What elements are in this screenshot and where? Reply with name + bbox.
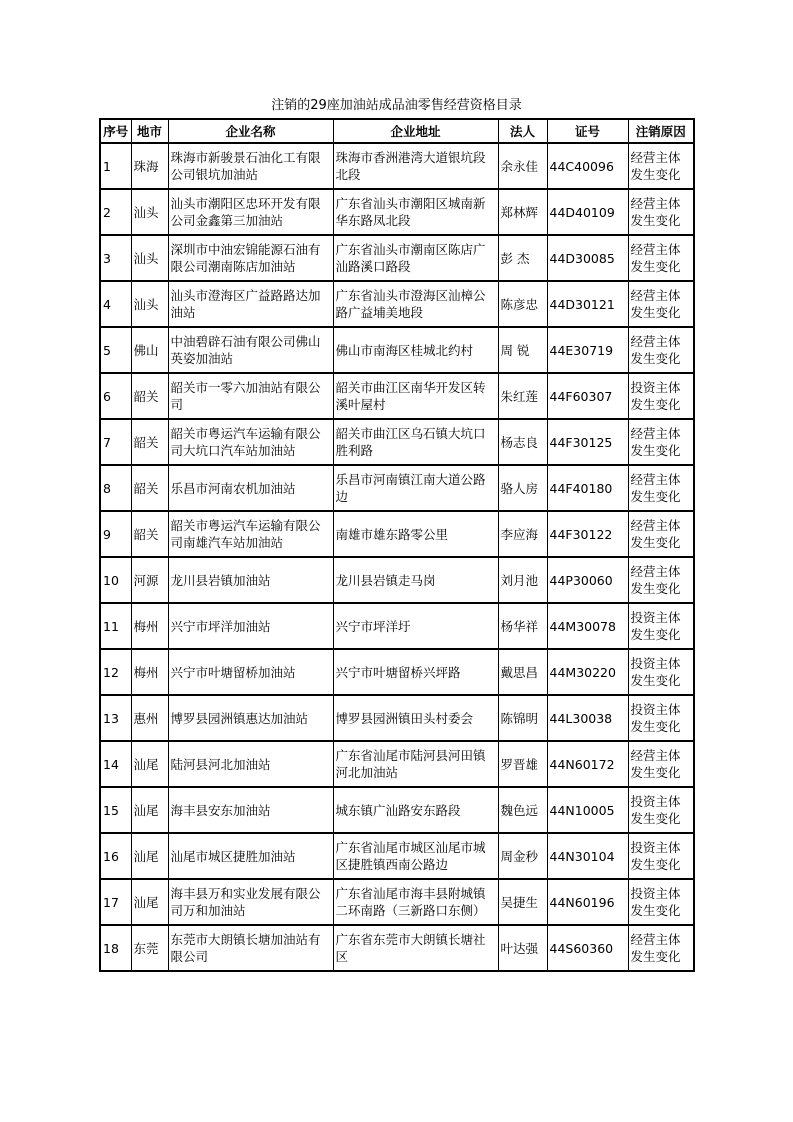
company-address-cell: 乐昌市河南镇江南大道公路边 xyxy=(333,465,498,511)
row-number: 11 xyxy=(100,603,131,649)
license-number-cell: 44M30220 xyxy=(547,649,628,695)
license-number-cell: 44M30078 xyxy=(547,603,628,649)
row-number: 16 xyxy=(100,833,131,879)
row-number: 18 xyxy=(100,925,131,971)
legal-rep-cell: 骆人房 xyxy=(498,465,547,511)
city-cell: 河源 xyxy=(131,557,168,603)
city-cell: 东莞 xyxy=(131,925,168,971)
company-name-cell: 韶关市粤运汽车运输有限公司南雄汽车站加油站 xyxy=(168,511,333,557)
license-number-cell: 44N60172 xyxy=(547,741,628,787)
company-address-cell: 广东省东莞市大朗镇长塘社区 xyxy=(333,925,498,971)
license-number-cell: 44F30125 xyxy=(547,419,628,465)
table-row xyxy=(100,833,694,879)
header-name: 企业名称 xyxy=(168,119,333,143)
cancel-reason-cell: 投资主体发生变化 xyxy=(628,833,694,879)
legal-rep-cell: 叶达强 xyxy=(498,925,547,971)
license-number-cell: 44S60360 xyxy=(547,925,628,971)
table-row xyxy=(100,235,694,281)
table-row xyxy=(100,925,694,971)
row-number: 13 xyxy=(100,695,131,741)
company-address-cell: 龙川县岩镇走马岗 xyxy=(333,557,498,603)
license-number-cell: 44D30121 xyxy=(547,281,628,327)
company-name-cell: 汕头市澄海区广益路路达加油站 xyxy=(168,281,333,327)
row-number: 10 xyxy=(100,557,131,603)
legal-rep-cell: 余永佳 xyxy=(498,143,547,189)
header-address: 企业地址 xyxy=(333,119,498,143)
company-name-cell: 博罗县园洲镇惠达加油站 xyxy=(168,695,333,741)
table-row xyxy=(100,373,694,419)
company-name-cell: 陆河县河北加油站 xyxy=(168,741,333,787)
company-address-cell: 广东省汕头市澄海区汕樟公路广益埔美地段 xyxy=(333,281,498,327)
cancel-reason-cell: 投资主体发生变化 xyxy=(628,603,694,649)
company-name-cell: 龙川县岩镇加油站 xyxy=(168,557,333,603)
city-cell: 韶关 xyxy=(131,511,168,557)
license-number-cell: 44P30060 xyxy=(547,557,628,603)
license-number-cell: 44F40180 xyxy=(547,465,628,511)
cancel-reason-cell: 经营主体发生变化 xyxy=(628,465,694,511)
city-cell: 韶关 xyxy=(131,373,168,419)
table-row xyxy=(100,741,694,787)
header-reason: 注销原因 xyxy=(628,119,694,143)
company-address-cell: 广东省汕头市潮南区陈店广汕路溪口路段 xyxy=(333,235,498,281)
row-number: 8 xyxy=(100,465,131,511)
city-cell: 汕尾 xyxy=(131,833,168,879)
license-number-cell: 44C40096 xyxy=(547,143,628,189)
city-cell: 梅州 xyxy=(131,603,168,649)
cancel-reason-cell: 经营主体发生变化 xyxy=(628,925,694,971)
company-address-cell: 兴宁市坪洋圩 xyxy=(333,603,498,649)
legal-rep-cell: 杨志良 xyxy=(498,419,547,465)
table-row xyxy=(100,189,694,235)
row-number: 6 xyxy=(100,373,131,419)
row-number: 5 xyxy=(100,327,131,373)
page-title: 注销的29座加油站成品油零售经营资格目录 xyxy=(271,98,522,113)
cancel-reason-cell: 投资主体发生变化 xyxy=(628,649,694,695)
row-number: 15 xyxy=(100,787,131,833)
row-number: 1 xyxy=(100,143,131,189)
company-name-cell: 珠海市新骏景石油化工有限公司银坑加油站 xyxy=(168,143,333,189)
legal-rep-cell: 杨华祥 xyxy=(498,603,547,649)
cancel-reason-cell: 经营主体发生变化 xyxy=(628,143,694,189)
city-cell: 佛山 xyxy=(131,327,168,373)
city-cell: 韶关 xyxy=(131,465,168,511)
table-row xyxy=(100,557,694,603)
company-address-cell: 广东省汕尾市海丰县附城镇二环南路（三新路口东侧） xyxy=(333,879,498,925)
company-name-cell: 兴宁市叶塘留桥加油站 xyxy=(168,649,333,695)
header-rep: 法人 xyxy=(498,119,547,143)
cancel-reason-cell: 经营主体发生变化 xyxy=(628,281,694,327)
company-address-cell: 韶关市曲江区南华开发区转溪叶屋村 xyxy=(333,373,498,419)
city-cell: 惠州 xyxy=(131,695,168,741)
license-number-cell: 44E30719 xyxy=(547,327,628,373)
header-no: 序号 xyxy=(100,119,131,143)
company-name-cell: 兴宁市坪洋加油站 xyxy=(168,603,333,649)
company-address-cell: 韶关市曲江区乌石镇大坑口胜利路 xyxy=(333,419,498,465)
cancel-reason-cell: 投资主体发生变化 xyxy=(628,787,694,833)
table-row xyxy=(100,143,694,189)
cancel-reason-cell: 投资主体发生变化 xyxy=(628,879,694,925)
table-row xyxy=(100,419,694,465)
legal-rep-cell: 周 锐 xyxy=(498,327,547,373)
company-name-cell: 海丰县安东加油站 xyxy=(168,787,333,833)
cancel-reason-cell: 经营主体发生变化 xyxy=(628,741,694,787)
license-number-cell: 44D30085 xyxy=(547,235,628,281)
header-city: 地市 xyxy=(131,119,168,143)
company-address-cell: 广东省汕尾市陆河县河田镇河北加油站 xyxy=(333,741,498,787)
city-cell: 汕尾 xyxy=(131,879,168,925)
city-cell: 汕头 xyxy=(131,189,168,235)
table-row xyxy=(100,511,694,557)
table-row xyxy=(100,603,694,649)
legal-rep-cell: 罗晋雄 xyxy=(498,741,547,787)
license-number-cell: 44D40109 xyxy=(547,189,628,235)
company-name-cell: 韶关市粤运汽车运输有限公司大坑口汽车站加油站 xyxy=(168,419,333,465)
cancel-reason-cell: 投资主体发生变化 xyxy=(628,373,694,419)
company-name-cell: 海丰县万和实业发展有限公司万和加油站 xyxy=(168,879,333,925)
cancel-reason-cell: 经营主体发生变化 xyxy=(628,419,694,465)
company-name-cell: 汕尾市城区捷胜加油站 xyxy=(168,833,333,879)
table-row xyxy=(100,327,694,373)
table-row xyxy=(100,695,694,741)
company-name-cell: 韶关市一零六加油站有限公司 xyxy=(168,373,333,419)
cancel-reason-cell: 投资主体发生变化 xyxy=(628,695,694,741)
license-number-cell: 44F60307 xyxy=(547,373,628,419)
company-name-cell: 乐昌市河南农机加油站 xyxy=(168,465,333,511)
legal-rep-cell: 彭 杰 xyxy=(498,235,547,281)
legal-rep-cell: 朱红莲 xyxy=(498,373,547,419)
city-cell: 汕尾 xyxy=(131,741,168,787)
table-body xyxy=(100,143,694,971)
legal-rep-cell: 陈锦明 xyxy=(498,695,547,741)
company-address-cell: 博罗县园洲镇田头村委会 xyxy=(333,695,498,741)
company-name-cell: 东莞市大朗镇长塘加油站有限公司 xyxy=(168,925,333,971)
legal-rep-cell: 戴思昌 xyxy=(498,649,547,695)
cancel-reason-cell: 经营主体发生变化 xyxy=(628,511,694,557)
row-number: 17 xyxy=(100,879,131,925)
city-cell: 汕尾 xyxy=(131,787,168,833)
city-cell: 珠海 xyxy=(131,143,168,189)
table-row xyxy=(100,649,694,695)
city-cell: 汕头 xyxy=(131,235,168,281)
license-number-cell: 44N60196 xyxy=(547,879,628,925)
license-number-cell: 44N10005 xyxy=(547,787,628,833)
legal-rep-cell: 陈彦忠 xyxy=(498,281,547,327)
company-address-cell: 城东镇广汕路安东路段 xyxy=(333,787,498,833)
row-number: 3 xyxy=(100,235,131,281)
table-row xyxy=(100,787,694,833)
legal-rep-cell: 魏色远 xyxy=(498,787,547,833)
license-number-cell: 44N30104 xyxy=(547,833,628,879)
company-address-cell: 佛山市南海区桂城北约村 xyxy=(333,327,498,373)
company-address-cell: 兴宁市叶塘留桥兴坪路 xyxy=(333,649,498,695)
table-row xyxy=(100,281,694,327)
legal-rep-cell: 吴捷生 xyxy=(498,879,547,925)
header-license: 证号 xyxy=(547,119,628,143)
license-table xyxy=(99,118,695,972)
cancel-reason-cell: 经营主体发生变化 xyxy=(628,189,694,235)
legal-rep-cell: 李应海 xyxy=(498,511,547,557)
company-name-cell: 汕头市潮阳区忠环开发有限公司金鑫第三加油站 xyxy=(168,189,333,235)
license-number-cell: 44F30122 xyxy=(547,511,628,557)
table-row xyxy=(100,879,694,925)
row-number: 9 xyxy=(100,511,131,557)
legal-rep-cell: 周金秒 xyxy=(498,833,547,879)
city-cell: 梅州 xyxy=(131,649,168,695)
legal-rep-cell: 刘月池 xyxy=(498,557,547,603)
row-number: 2 xyxy=(100,189,131,235)
city-cell: 韶关 xyxy=(131,419,168,465)
row-number: 12 xyxy=(100,649,131,695)
company-name-cell: 深圳市中油宏锦能源石油有限公司潮南陈店加油站 xyxy=(168,235,333,281)
row-number: 4 xyxy=(100,281,131,327)
legal-rep-cell: 郑林辉 xyxy=(498,189,547,235)
cancel-reason-cell: 经营主体发生变化 xyxy=(628,327,694,373)
company-address-cell: 广东省汕尾市城区汕尾市城区捷胜镇西南公路边 xyxy=(333,833,498,879)
company-name-cell: 中油碧辟石油有限公司佛山英姿加油站 xyxy=(168,327,333,373)
header-row xyxy=(100,119,694,143)
cancel-reason-cell: 经营主体发生变化 xyxy=(628,235,694,281)
cancel-reason-cell: 经营主体发生变化 xyxy=(628,557,694,603)
company-address-cell: 珠海市香洲港湾大道银坑段北段 xyxy=(333,143,498,189)
row-number: 7 xyxy=(100,419,131,465)
city-cell: 汕头 xyxy=(131,281,168,327)
table-row xyxy=(100,465,694,511)
license-number-cell: 44L30038 xyxy=(547,695,628,741)
row-number: 14 xyxy=(100,741,131,787)
company-address-cell: 广东省汕头市潮阳区城南新华东路凤北段 xyxy=(333,189,498,235)
company-address-cell: 南雄市雄东路零公里 xyxy=(333,511,498,557)
